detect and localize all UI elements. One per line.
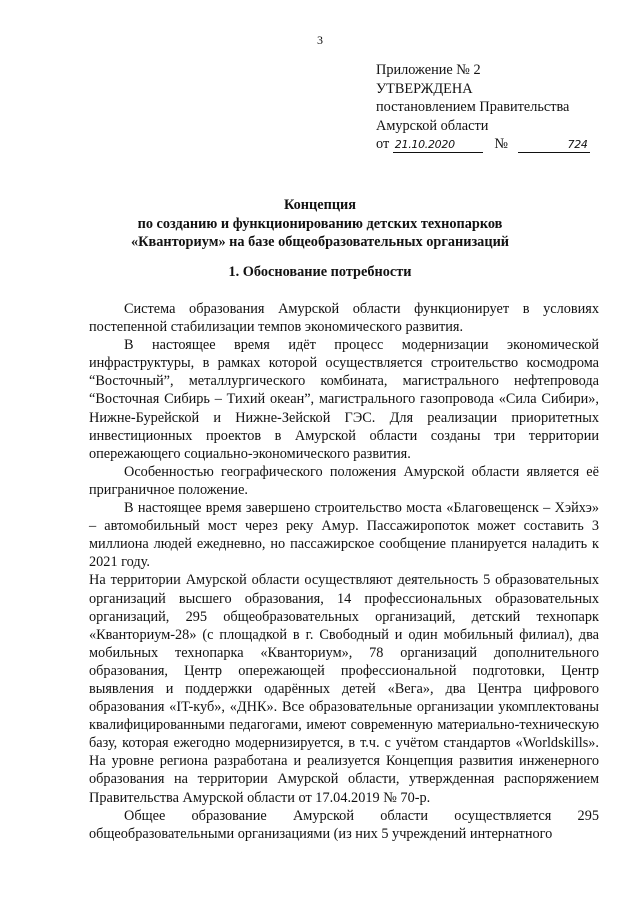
document-title [0, 196, 640, 252]
date-prefix: от [376, 136, 390, 153]
title-line-3: «Кванториум» на базе общеобразовательных организаций [130, 234, 510, 250]
appendix-label: Приложение № 2 [376, 62, 481, 78]
paragraph: Общее образование Амурской области осуществляется 295 общеобразовательными организациями (из них 5 учреждений интернатного [89, 807, 599, 842]
date-number-line [376, 135, 590, 154]
body-text [89, 300, 599, 843]
paragraph: На территории Амурской области осуществляют деятельность 5 образовательных организаций высшего образования, 14 профессиональных образовательных организаций, 295 общеобразовательных организаций, детский технопарк «Кванториум-28» (с площадкой в г. Свободный и один мобильный филиал), два мобильных технопарка «Кванториум», 78 организаций дополнительного образования, Центр опережающей профессиональной подготовки, Центр выявления и поддержки одарённых детей «Вега», два Центра цифрового образования «IT-куб», «ДНК». Все образовательные организации укомплектованы квалифицированными педагогами, имеют современную материально-техническую базу, которая ежегодно модернизируется, в т.ч. с учётом стандартов «Worldskills». На уровне региона разработана и реализуется Концепция развития инженерного образования на территории Амурской области, утвержденная распоряжением Правительства Амурской области от 17.04.2019 № 70-р. [89, 572, 599, 806]
approval-block [376, 61, 590, 154]
section-heading: 1. Обоснование потребности [228, 264, 412, 280]
paragraph: Система образования Амурской области функционирует в условиях постепенной стабилизации темпов экономического развития. [89, 301, 599, 336]
paragraph: Особенностью географического положения Амурской области является её приграничное положение. [89, 463, 599, 498]
region-label: Амурской области [376, 117, 489, 134]
paragraph: В настоящее время идёт процесс модернизации экономической инфраструктуры, в рамках которой осуществляется строительство космодрома “Восточный”, металлургического комбината, магистрального нефтепровода “Восточная Сибирь – Тихий океан”, магистрального газопровода «Сила Сибири», Нижне-Бурейской и Нижне-Зейской ГЭС. Для реализации приоритетных инвестиционных проектов в Амурской области созданы три территории опережающего социально-экономического развития. [89, 337, 599, 462]
page-number: 3 [317, 33, 323, 47]
title-line-2: по созданию и функционированию детских технопарков [137, 215, 503, 232]
resolution-date: 21.10.2020 [393, 138, 483, 153]
title-line-1: Концепция [283, 197, 357, 213]
approved-label: УТВЕРЖДЕНА [376, 80, 473, 97]
resolution-number: 724 [518, 138, 590, 153]
paragraph: В настоящее время завершено строительство моста «Благовещенск – Хэйхэ» – автомобильный мост через реку Амур. Пассажиропоток может составить 3 миллиона людей ежедневно, но пассажирское сообщение планируется наладить к 2021 году. [89, 500, 599, 571]
resolution-label: постановлением Правительства [376, 99, 570, 116]
number-sign: № [494, 136, 509, 153]
